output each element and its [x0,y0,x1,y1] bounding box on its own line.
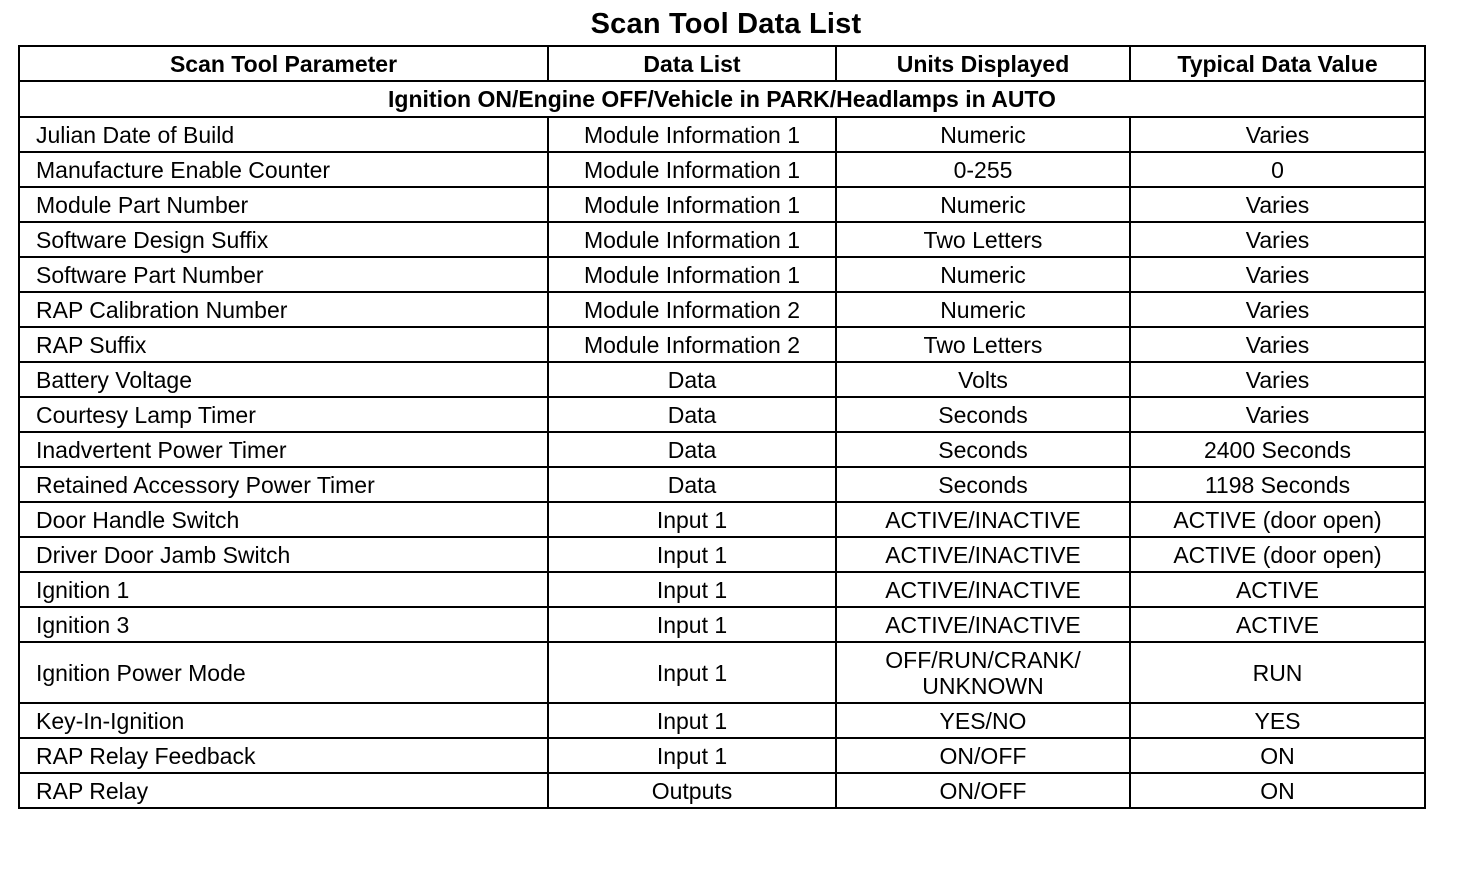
cell-units: Numeric [836,117,1130,152]
cell-parameter: Driver Door Jamb Switch [19,537,548,572]
cell-parameter: Software Part Number [19,257,548,292]
table-row [19,703,1425,738]
cell-units: Volts [836,362,1130,397]
cell-data-list: Module Information 1 [548,152,836,187]
cell-units: Two Letters [836,327,1130,362]
cell-parameter: Ignition 3 [19,607,548,642]
cell-parameter: RAP Relay Feedback [19,738,548,773]
cell-units: Numeric [836,292,1130,327]
cell-typical: ACTIVE [1130,572,1425,607]
cell-units: ON/OFF [836,773,1130,808]
cell-parameter: RAP Calibration Number [19,292,548,327]
cell-units: ON/OFF [836,738,1130,773]
cell-typical: ACTIVE (door open) [1130,537,1425,572]
cell-units-line-1: OFF/RUN/CRANK/ [885,646,1081,673]
cell-data-list: Module Information 1 [548,257,836,292]
cell-units: ACTIVE/INACTIVE [836,502,1130,537]
cell-units [836,642,1130,703]
section-label: Ignition ON/Engine OFF/Vehicle in PARK/Headlamps in AUTO [19,81,1425,117]
cell-units-line-2: UNKNOWN [922,672,1044,699]
cell-parameter: Ignition 1 [19,572,548,607]
cell-parameter: RAP Suffix [19,327,548,362]
cell-parameter: Julian Date of Build [19,117,548,152]
cell-typical: Varies [1130,117,1425,152]
cell-data-list: Data [548,467,836,502]
table-row [19,152,1425,187]
cell-parameter: Software Design Suffix [19,222,548,257]
cell-units: 0-255 [836,152,1130,187]
cell-data-list: Data [548,397,836,432]
cell-parameter: Manufacture Enable Counter [19,152,548,187]
cell-units: Numeric [836,187,1130,222]
cell-data-list: Input 1 [548,537,836,572]
cell-units: ACTIVE/INACTIVE [836,537,1130,572]
table-row [19,502,1425,537]
cell-data-list: Module Information 1 [548,117,836,152]
cell-parameter: Module Part Number [19,187,548,222]
cell-parameter: Battery Voltage [19,362,548,397]
cell-parameter: Inadvertent Power Timer [19,432,548,467]
cell-data-list: Input 1 [548,502,836,537]
cell-typical: ACTIVE (door open) [1130,502,1425,537]
table-row [19,257,1425,292]
cell-data-list: Input 1 [548,607,836,642]
cell-parameter: Ignition Power Mode [19,642,548,703]
table-row [19,117,1425,152]
table-row [19,327,1425,362]
page-title: Scan Tool Data List [590,8,862,40]
cell-data-list: Input 1 [548,572,836,607]
cell-units: Numeric [836,257,1130,292]
cell-data-list: Outputs [548,773,836,808]
cell-units: Seconds [836,397,1130,432]
cell-data-list: Module Information 2 [548,327,836,362]
cell-typical: 0 [1130,152,1425,187]
cell-data-list: Module Information 1 [548,187,836,222]
table-row [19,607,1425,642]
cell-typical: ACTIVE [1130,607,1425,642]
cell-parameter: Courtesy Lamp Timer [19,397,548,432]
cell-data-list: Input 1 [548,738,836,773]
cell-typical: Varies [1130,397,1425,432]
cell-parameter: RAP Relay [19,773,548,808]
header-typical-data-value: Typical Data Value [1130,46,1425,81]
cell-data-list: Data [548,432,836,467]
cell-data-list: Module Information 2 [548,292,836,327]
cell-data-list: Module Information 1 [548,222,836,257]
cell-typical: Varies [1130,187,1425,222]
cell-typical: Varies [1130,292,1425,327]
cell-typical: ON [1130,773,1425,808]
table-row [19,292,1425,327]
cell-data-list: Input 1 [548,642,836,703]
cell-units: ACTIVE/INACTIVE [836,607,1130,642]
table-row [19,222,1425,257]
table-row [19,642,1425,703]
table-row [19,467,1425,502]
table-row [19,397,1425,432]
cell-typical: 2400 Seconds [1130,432,1425,467]
header-data-list: Data List [548,46,836,81]
cell-units: Two Letters [836,222,1130,257]
cell-typical: Varies [1130,362,1425,397]
cell-parameter: Door Handle Switch [19,502,548,537]
cell-units: Seconds [836,432,1130,467]
cell-units: ACTIVE/INACTIVE [836,572,1130,607]
cell-typical: YES [1130,703,1425,738]
cell-units: YES/NO [836,703,1130,738]
table-row [19,738,1425,773]
table-row [19,362,1425,397]
cell-parameter: Retained Accessory Power Timer [19,467,548,502]
table-row [19,572,1425,607]
table-row [19,432,1425,467]
cell-data-list: Input 1 [548,703,836,738]
cell-typical: ON [1130,738,1425,773]
table-row [19,537,1425,572]
cell-typical: Varies [1130,222,1425,257]
cell-typical: 1198 Seconds [1130,467,1425,502]
cell-typical: RUN [1130,642,1425,703]
scan-tool-data-table [18,45,1426,809]
cell-typical: Varies [1130,327,1425,362]
table-row [19,773,1425,808]
table-row [19,187,1425,222]
header-row [19,46,1425,81]
section-row [19,81,1425,117]
cell-typical: Varies [1130,257,1425,292]
header-scan-tool-parameter: Scan Tool Parameter [19,46,548,81]
header-units-displayed: Units Displayed [836,46,1130,81]
cell-units: Seconds [836,467,1130,502]
cell-parameter: Key-In-Ignition [19,703,548,738]
cell-data-list: Data [548,362,836,397]
